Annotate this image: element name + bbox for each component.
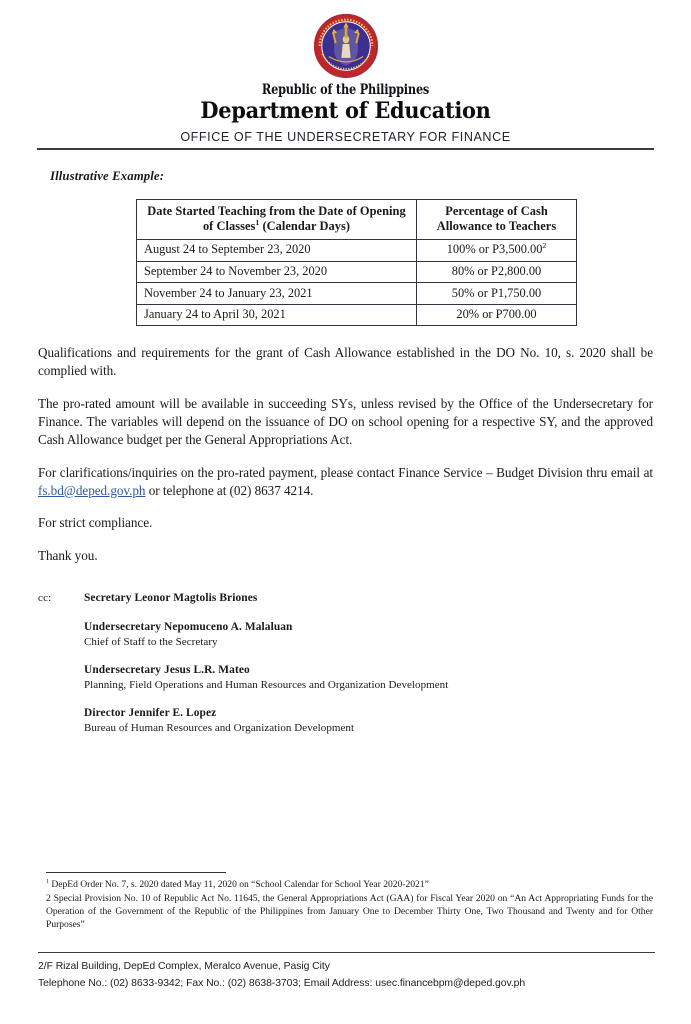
table-header-row xyxy=(137,199,577,239)
cell-percentage: 50% or P1,750.00 xyxy=(417,283,577,305)
cc-entry xyxy=(84,706,653,736)
table-body xyxy=(137,239,577,326)
table-row xyxy=(137,283,577,305)
paragraph-clarifications xyxy=(38,464,653,499)
cell-percentage xyxy=(417,239,577,261)
cc-role: Planning, Field Operations and Human Resources and Organization Development xyxy=(84,679,449,692)
cc-entry xyxy=(84,663,653,693)
table-row xyxy=(137,261,577,283)
cc-name: Secretary Leonor Magtolis Briones xyxy=(84,592,258,605)
cc-name: Director Jennifer E. Lopez xyxy=(84,706,217,719)
deped-seal-icon xyxy=(313,13,379,79)
letterhead xyxy=(0,0,691,150)
cc-entries xyxy=(84,591,653,735)
footnote-1-text: DepEd Order No. 7, s. 2020 dated May 11, 2020 on “School Calendar for School Year 2020-2021” xyxy=(48,879,429,890)
cell-percentage: 80% or P2,800.00 xyxy=(417,261,577,283)
footnote-1 xyxy=(46,878,653,891)
footnote-ref-1: 1 xyxy=(255,217,260,227)
illustrative-example-label: Illustrative Example: xyxy=(50,168,165,183)
paragraph-prorated: The pro-rated amount will be available in succeeding SYs, unless revised by the Office of the Undersecretary for Finance. The variables will depend on the issuance of DO on school opening for a respective SY, and the approved Cash Allowance budget per the General Appropriations Act. xyxy=(38,396,653,447)
cc-name: Undersecretary Nepomuceno A. Malaluan xyxy=(84,620,293,633)
footer-contact: Telephone No.: (02) 8633-9342; Fax No.: (02) 8638-3703; Email Address: usec.financebpm@deped.gov.ph xyxy=(38,977,526,989)
cash-allowance-table xyxy=(136,199,577,327)
table-row xyxy=(137,304,577,326)
clarifications-text-after: or telephone at (02) 8637 4214. xyxy=(145,482,314,498)
footnote-2: 2 Special Provision No. 10 of Republic Act No. 11645, the General Appropriations Act (GAA) for Fiscal Year 2020 on “An Act Appropriating Funds for the Operation of the Government of the Republic of the Philippines from January One to December Thirty One, Two Thousand and Twenty and for Other Purposes” xyxy=(46,892,653,930)
column-header-date-tail: (Calendar Days) xyxy=(259,218,351,233)
column-header-date-text: Date Started Teaching from the Date of Opening of Classes xyxy=(147,203,406,233)
paragraph-thankyou: Thank you. xyxy=(38,547,98,563)
cell-period: September 24 to November 23, 2020 xyxy=(137,261,417,283)
cc-role: Chief of Staff to the Secretary xyxy=(84,635,218,648)
footnote-1-marker: 1 xyxy=(46,878,49,885)
footer-address: 2/F Rizal Building, DepEd Complex, Meralco Avenue, Pasig City xyxy=(38,961,330,972)
footnotes-section xyxy=(46,872,653,931)
cc-name: Undersecretary Jesus L.R. Mateo xyxy=(84,663,250,676)
header-divider xyxy=(37,148,654,150)
footnote-ref-2: 2 xyxy=(542,241,547,251)
department-title: Department of Education xyxy=(200,98,491,124)
column-header-date-started xyxy=(137,199,417,239)
republic-title: Republic of the Philippines xyxy=(261,82,430,98)
cc-entry xyxy=(84,591,653,606)
clarifications-text-before: For clarifications/inquiries on the pro-rated payment, please contact Finance Service – Budget Division thru email at xyxy=(38,465,653,481)
cell-period: November 24 to January 23, 2021 xyxy=(137,283,417,305)
cell-percentage: 20% or P700.00 xyxy=(417,304,577,326)
footer-divider xyxy=(38,952,655,953)
cell-percentage-text: 100% or P3,500.00 xyxy=(446,242,543,257)
paragraph-qualifications: Qualifications and requirements for the grant of Cash Allowance established in the DO No. 10, s. 2020 shall be complied with. xyxy=(38,345,653,378)
cc-label: cc: xyxy=(38,592,52,605)
cell-period: August 24 to September 23, 2020 xyxy=(137,239,417,261)
email-link[interactable]: fs.bd@deped.gov.ph xyxy=(38,482,146,498)
office-title: OFFICE OF THE UNDERSECRETARY FOR FINANCE xyxy=(180,129,511,144)
page-footer xyxy=(38,952,655,993)
column-header-percentage: Percentage of Cash Allowance to Teachers xyxy=(417,199,577,239)
cc-block xyxy=(38,591,653,735)
footnote-divider xyxy=(46,872,226,873)
paragraph-compliance: For strict compliance. xyxy=(38,515,153,531)
cc-role: Bureau of Human Resources and Organization Development xyxy=(84,722,355,735)
cc-entry xyxy=(84,620,653,650)
seal-container xyxy=(0,11,691,81)
cell-period: January 24 to April 30, 2021 xyxy=(137,304,417,326)
table-row xyxy=(137,239,577,261)
document-body xyxy=(0,169,691,736)
